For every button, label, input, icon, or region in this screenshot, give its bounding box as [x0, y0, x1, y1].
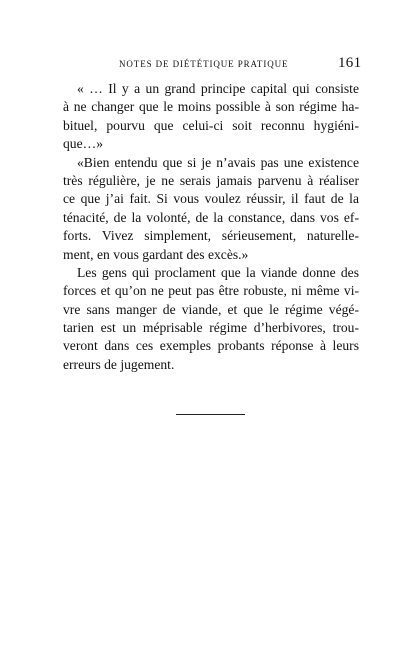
text-line: forts. Vivez simplement, sérieusement, naturelle-: [63, 228, 359, 244]
text-line: ténacité, de la volonté, de la constance, dans vos ef-: [63, 209, 359, 225]
text-line: tarien est un méprisable régime d’herbivores, trou-: [63, 320, 359, 336]
running-title: NOTES DE DIÉTÉTIQUE PRATIQUE: [119, 59, 289, 69]
paragraph-quote-2: [63, 154, 359, 264]
paragraph-quote-1: [63, 80, 359, 154]
text-line: très régulière, je ne serais jamais parvenu à réaliser: [63, 172, 359, 188]
paragraph-conclusion: [63, 264, 359, 374]
text-line: Les gens qui proclament que la viande donne des: [77, 264, 359, 280]
text-line: bituel, pourvu que celui-ci soit reconnu hygiéni-: [63, 117, 359, 133]
text-line: ce que j’ai fait. Si vous voulez réussir, il faut de la: [63, 191, 359, 207]
text-line: que…»: [63, 136, 104, 152]
text-line: erreurs de jugement.: [63, 356, 175, 372]
text-line: veront dans ces exemples probants réponse à leurs: [63, 338, 359, 354]
text-line: ment, en vous gardant des excès.»: [63, 246, 249, 262]
text-line: « … Il y a un grand principe capital qui consiste: [77, 81, 359, 96]
section-end-rule: [176, 414, 245, 415]
body-text: [63, 80, 359, 374]
text-line: à ne changer que le moins possible à son régime ha-: [63, 99, 359, 115]
page-number: 161: [338, 55, 362, 71]
text-line: forces et qu’on ne peut pas être robuste, ni même vi-: [63, 283, 359, 299]
text-line: vre sans manger de viande, et que le régime végé-: [63, 301, 359, 317]
text-line: «Bien entendu que si je n’avais pas une existence: [77, 154, 359, 170]
